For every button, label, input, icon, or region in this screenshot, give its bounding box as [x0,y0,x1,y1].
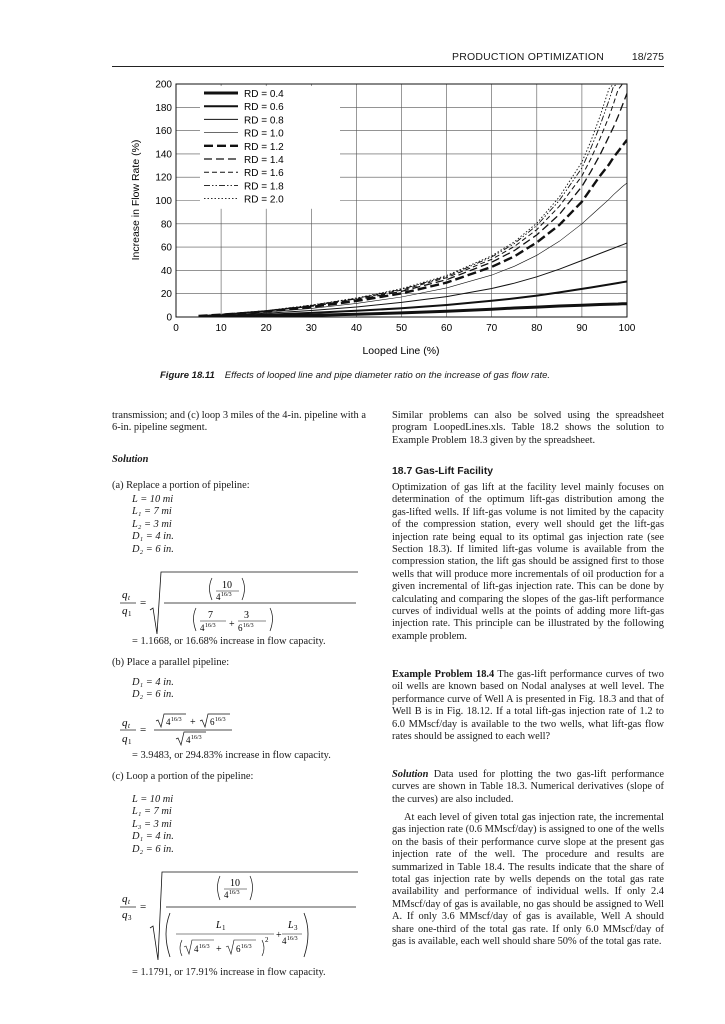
svg-text:2: 2 [265,936,269,944]
svg-text:q: q [122,893,128,905]
solution-text: Data used for plotting the two gas-lift performance curves are shown in Table 18.3. Numerical derivatives (slope of the curves) are also included. [392,769,664,805]
x-tick-label: 50 [395,323,408,334]
solution-heading: Solution [112,454,149,465]
legend-entry: RD = 1.4 [244,155,284,166]
var-line: D₁ = 4 in. [132,677,174,688]
var-line: L = 10 mi [132,494,174,505]
y-tick-label: 40 [160,265,172,277]
y-tick-label: 80 [160,219,172,231]
x-tick-label: 100 [618,323,636,334]
svg-text:4: 4 [200,623,205,633]
var-line: L₂ = 3 mi [132,518,172,530]
svg-text:4: 4 [166,717,171,727]
var-line: L₁ = 7 mi [132,806,172,818]
var-line: D₁ = 4 in. [132,831,174,843]
y-tick-label: 120 [155,172,172,184]
svg-text:4: 4 [282,936,287,946]
svg-text:t: t [128,594,130,602]
svg-text:16/3: 16/3 [199,944,210,950]
svg-text:+: + [229,619,235,630]
chart-legend [200,86,340,209]
var-line: L₁ = 7 mi [132,506,172,518]
svg-text:6: 6 [210,717,215,727]
var-line: L₃ = 3 mi [132,818,172,830]
equation-c [116,868,366,964]
example-problem [392,669,664,743]
svg-text:16/3: 16/3 [171,717,182,723]
figure-caption-text: Effects of looped line and pipe diameter ratio on the increase of gas flow rate. [224,370,551,381]
right-paragraph-3: At each level of given total gas injection rate, the incremental gas injection rate (0.6 MMscf/day) is assigned to one of the wells on the basis of their performance curve slope at the present gas injection rate of the well. The procedure and results are summarized in Table 18.4. The results indicate that the share of total gas injection rate by wells depends on the total gas rate availability and performance of individual wells. If only 2.4 MMscf/day of gas is available, no gas should be assigned to Well A. If only 3.6 MMscf/day of gas is available, Well A should share one-third of the total gas rate. If only 6.0 MMscf/day of gas is available, each well should share 50% of the total gas rate. [392,812,664,948]
running-header [112,44,664,67]
svg-text:1: 1 [128,610,132,618]
part-c-result: = 1.1791, or 17.91% increase in flow capacity. [132,967,326,978]
x-tick-label: 70 [486,323,498,334]
part-b-result: = 3.9483, or 294.83% increase in flow capacity. [132,750,331,761]
looped-line-chart [110,72,650,362]
svg-text:3: 3 [294,924,298,932]
svg-text:1: 1 [222,924,226,932]
svg-text:q: q [122,909,128,921]
x-axis-label: Looped Line (%) [362,345,440,357]
part-c-variables [132,794,174,856]
svg-text:=: = [140,724,147,736]
svg-text:7: 7 [208,610,213,621]
figure-caption [160,370,550,381]
svg-text:16/3: 16/3 [205,623,216,629]
svg-text:4: 4 [216,592,221,602]
example-text: The gas-lift performance curves of two oil wells are known based on Nodal analyses at well level. The performance curve of Well A is presented in Fig. 18.3 and that of Well B is in Fig. 18.12. If a total lift-gas injection rate of 1.2 to 6.0 MMscf/day is available to the two wells, what lift-gas flow rates should be assigned to each well? [392,669,664,743]
var-line: D₂ = 6 in. [132,843,174,855]
svg-text:16/3: 16/3 [215,717,226,723]
y-tick-label: 20 [160,289,172,301]
svg-text:16/3: 16/3 [287,936,298,942]
legend-entry: RD = 0.6 [244,102,284,114]
svg-text:+: + [216,944,222,955]
svg-text:t: t [128,722,130,730]
legend-entry: RD = 1.0 [244,128,284,140]
solution-paragraph [392,769,664,806]
y-tick-label: 180 [155,102,172,114]
svg-text:t: t [128,898,130,906]
y-tick-label: 140 [155,149,172,161]
x-tick-label: 80 [531,323,543,334]
legend-entry: RD = 0.8 [244,115,284,127]
x-tick-label: 0 [173,323,179,334]
svg-text:16/3: 16/3 [229,890,240,896]
y-tick-labels [155,80,172,324]
var-line: D₂ = 6 in. [132,543,174,555]
part-c-label: (c) Loop a portion of the pipeline: [112,771,254,782]
x-tick-label: 40 [350,323,362,334]
figure-label: Figure 18.11 [160,370,215,381]
equation-b [116,712,366,748]
svg-text:16/3: 16/3 [243,623,254,629]
svg-text:+: + [190,717,196,728]
legend-entry: RD = 1.8 [244,181,284,193]
svg-text:10: 10 [222,580,232,591]
part-a-label: (a) Replace a portion of pipeline: [112,480,250,491]
svg-text:6: 6 [238,623,243,633]
svg-text:q: q [122,717,128,729]
left-intro: transmission; and (c) loop 3 miles of the 4-in. pipeline with a 6-in. pipeline segment. [112,410,366,434]
right-paragraph-2: Optimization of gas lift at the facility level mainly focuses on determination of the optimum lift-gas distribution among the gas-lifted wells. If lift-gas volume is not limited by the capacity of the compression station, every well should get the lift-gas injection rate being equal to its optimal gas injection rate (see Section 18.3). If limited lift-gas volume is available from the compression station, the lift gas should be assigned first to those wells that will produce more incrementals of oil production for a given incremental of lift-gas injection rate. This can be done by calculating and comparing the slopes of the gas-lift performance curves of individual wells at the points of adding more lift-gas injection rate. This principle can be illustrated by the following example problem. [392,482,664,642]
legend-entry: RD = 0.4 [244,89,284,100]
part-a-variables [132,494,174,556]
example-label: Example Problem 18.4 [392,669,495,680]
var-line: D₂ = 6 in. [132,689,174,701]
svg-text:4: 4 [194,944,199,954]
page-number: 18/275 [631,51,664,63]
y-tick-label: 200 [155,79,172,91]
y-tick-label: 0 [166,312,172,324]
y-tick-label: 100 [155,196,172,207]
svg-text:L: L [288,920,294,931]
svg-text:q: q [122,605,128,617]
svg-text:3: 3 [244,610,249,621]
svg-text:1: 1 [128,738,132,746]
legend-entry: RD = 1.2 [244,141,284,153]
part-b-label: (b) Place a parallel pipeline: [112,657,230,668]
solution-label: Solution [392,769,429,780]
svg-text:q: q [122,589,128,601]
x-tick-labels [173,323,636,334]
svg-text:4: 4 [186,735,191,745]
svg-text:4: 4 [224,890,229,900]
y-tick-label: 60 [160,242,172,254]
x-tick-label: 60 [441,323,453,334]
svg-text:L: L [216,920,222,931]
part-a-result: = 1.1668, or 16.68% increase in flow capacity. [132,636,326,647]
right-paragraph-1: Similar problems can also be solved using the spreadsheet program LoopedLines.xls. Table 18.2 shows the solution to Example Problem 18.3 given by the spreadsheet. [392,410,664,446]
equation-a [116,566,366,638]
x-tick-label: 10 [215,323,227,334]
svg-text:6: 6 [236,944,241,954]
x-tick-label: 90 [576,323,588,334]
header-title: PRODUCTION OPTIMIZATION [452,51,604,63]
svg-text:16/3: 16/3 [191,735,202,741]
svg-text:=: = [140,901,147,913]
svg-text:=: = [140,597,147,609]
svg-text:3: 3 [128,914,132,922]
y-tick-label: 160 [155,126,172,138]
svg-text:q: q [122,733,128,745]
var-line: L = 10 mi [132,794,174,805]
x-tick-label: 20 [260,323,272,334]
svg-text:16/3: 16/3 [221,592,232,598]
var-line: D₁ = 4 in. [132,531,174,543]
svg-text:10: 10 [230,878,240,889]
svg-text:16/3: 16/3 [241,944,252,950]
y-axis-label: Increase in Flow Rate (%) [130,139,142,261]
svg-text:+: + [276,930,282,941]
part-b-variables [132,677,174,702]
x-tick-label: 30 [305,323,317,334]
section-heading: 18.7 Gas-Lift Facility [392,466,494,477]
legend-entry: RD = 2.0 [244,194,284,206]
legend-entry: RD = 1.6 [244,168,284,180]
